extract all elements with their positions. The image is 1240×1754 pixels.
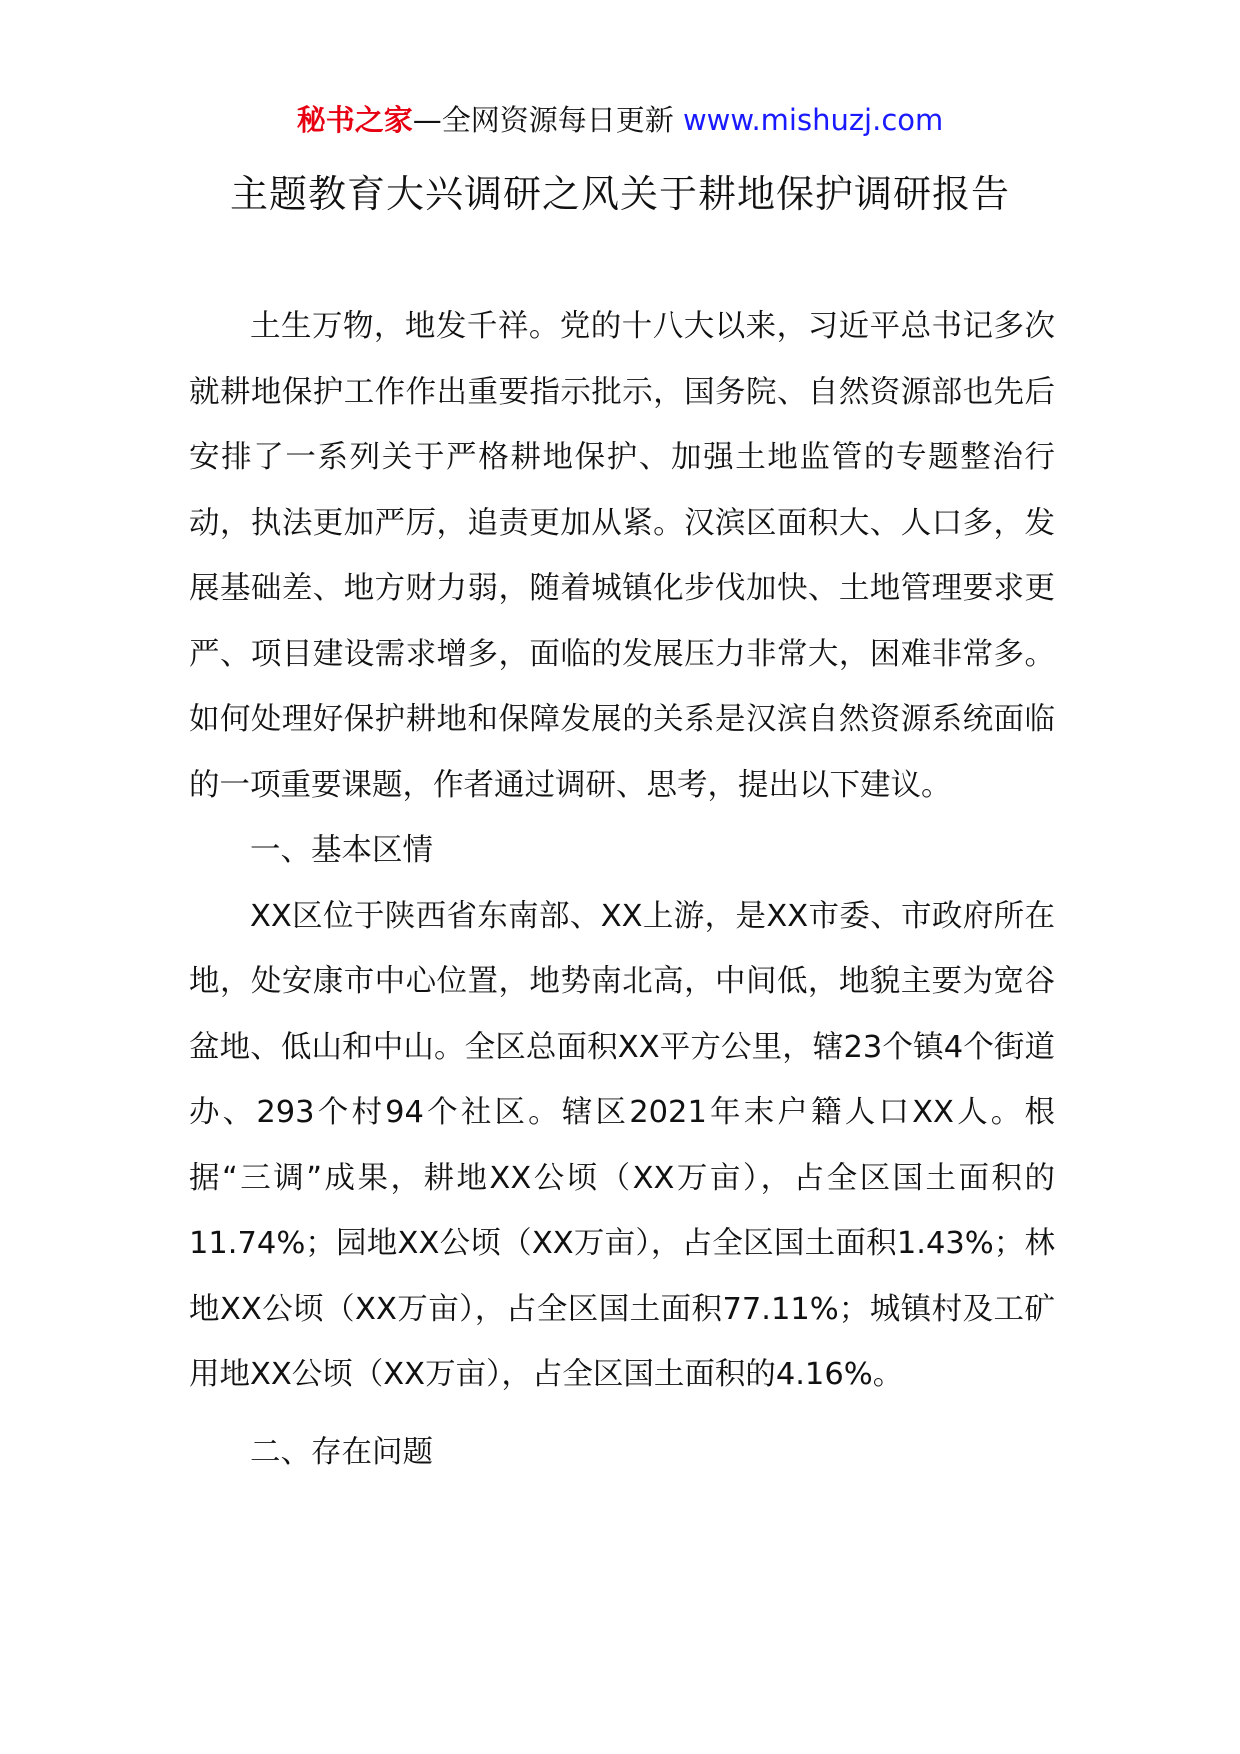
banner-tagline: —全网资源每日更新 [412,103,674,137]
banner-url-link[interactable]: www.mishuzj.com [682,103,944,137]
site-banner [0,100,1240,140]
intro-paragraph: 土生万物，地发千祥。党的十八大以来，习近平总书记多次就耕地保护工作作出重要指示批示，国务院、自然资源部也先后安排了一系列关于严格耕地保护、加强土地监管的专题整治行动，执法更加严厉，追责更加从紧。汉滨区面积大、人口多，发展基础差、地方财力弱，随着城镇化步伐加快、土地管理要求更严、项目建设需求增多，面临的发展压力非常大，困难非常多。如何处理好保护耕地和保障发展的关系是汉滨自然资源系统面临的一项重要课题，作者通过调研、思考，提出以下建议。 [189,309,1055,803]
document-title: 主题教育大兴调研之风关于耕地保护调研报告 [229,172,1010,216]
section-heading-basic-info: 一、基本区情 [250,833,433,868]
banner-brand: 秘书之家 [296,103,413,137]
basic-info-paragraph: XX区位于陕西省东南部、XX上游，是XX市委、市政府所在地，处安康市中心位置，地势南北高，中间低，地貌主要为宽谷盆地、低山和中山。全区总面积XX平方公里，辖23个镇4个街道办、293个村94个社区。辖区2021年末户籍人口XX人。根据“三调”成果，耕地XX公顷（XX万亩），占全区国土面积的11.74%；园地XX公顷（XX万亩），占全区国土面积1.43%；林地XX公顷（XX万亩），占全区国土面积77.11%；城镇村及工矿用地XX公顷（XX万亩），占全区国土面积的4.16%。 [189,898,1055,1392]
document-body [189,294,1055,1485]
section-heading-problems: 二、存在问题 [250,1434,433,1470]
